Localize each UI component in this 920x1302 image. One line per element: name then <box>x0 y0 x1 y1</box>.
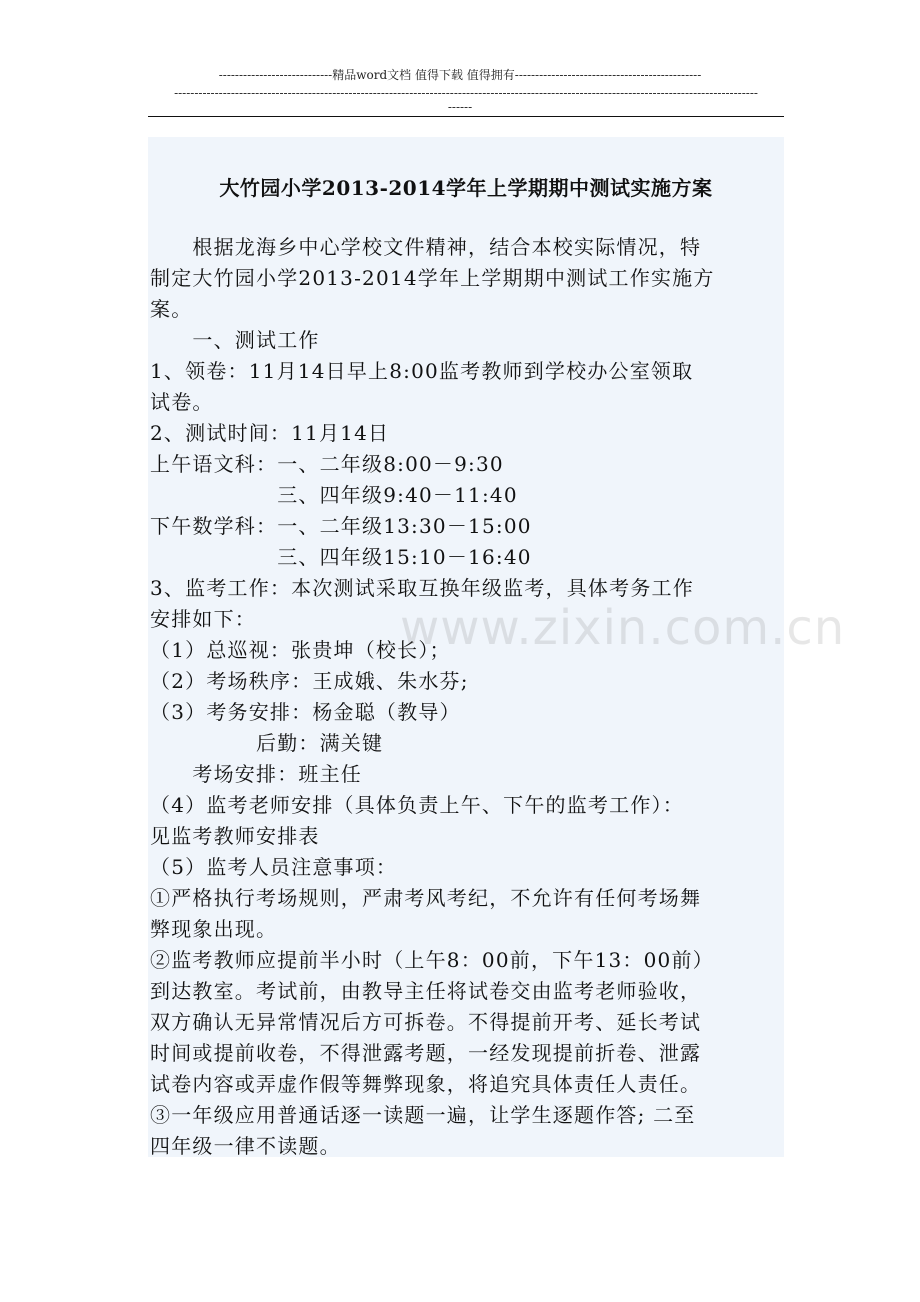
watermark: www.zixin.com.cn <box>400 600 846 656</box>
body-line: 时间或提前收卷，不得泄露考题，一经发现提前折卷、泄露 <box>150 1041 702 1065</box>
body-line: 弊现象出现。 <box>150 917 278 941</box>
header-rule <box>148 116 784 117</box>
body-line: 安排如下： <box>150 607 256 631</box>
body-line: （5）监考人员注意事项： <box>150 855 398 879</box>
body-line: 上午语文科：一、二年级8:00－9:30 <box>150 452 504 476</box>
page-header-top: ----------------------------精品word文档 值得下载 值得拥有---------------------------------------------- <box>218 68 702 82</box>
body-line: 制定大竹园小学2013-2014学年上学期期中测试工作实施方 <box>150 266 715 290</box>
body-line: 3、监考工作：本次测试采取互换年级监考，具体考务工作 <box>150 576 694 600</box>
body-line: （4）监考老师安排（具体负责上午、下午的监考工作）： <box>150 793 684 817</box>
body-line: 案。 <box>150 297 193 321</box>
body-line: 1、领卷：11月14日早上8:00监考教师到学校办公室领取 <box>150 359 694 383</box>
body-line: （1）总巡视：张贵坤（校长）； <box>150 638 451 662</box>
body-line: （2）考场秩序：王成娥、朱水芬; <box>150 669 469 693</box>
body-line: 后勤：满关键 <box>150 731 384 755</box>
body-line: 根据龙海乡中心学校文件精神，结合本校实际情况，特 <box>150 235 702 259</box>
body-line: 试卷内容或弄虚作假等舞弊现象，将追究具体责任人责任。 <box>150 1072 702 1096</box>
body-line: 三、四年级15:10－16:40 <box>150 545 532 569</box>
body-line: 三、四年级9:40－11:40 <box>150 483 518 507</box>
body-line: 2、测试时间：11月14日 <box>150 421 390 445</box>
body-line: 试卷。 <box>150 390 214 414</box>
body-line: 四年级一律不读题。 <box>150 1134 341 1158</box>
body-line: 下午数学科：一、二年级13:30－15:00 <box>150 514 532 538</box>
page-header-dashes-end: ------ <box>447 100 473 114</box>
body-line: 考场安排：班主任 <box>150 762 362 786</box>
body-line: 见监考教师安排表 <box>150 824 320 848</box>
body-line: ①严格执行考场规则，严肃考风考纪，不允许有任何考场舞 <box>150 886 702 910</box>
body-line: 双方确认无异常情况后方可拆卷。不得提前开考、延长考试 <box>150 1010 702 1034</box>
body-line: 一、测试工作 <box>150 328 320 352</box>
page-header-dashes: ------------------------------------------------------------------------------------------------------------------------------------------------ <box>174 86 758 100</box>
body-line: （3）考务安排：杨金聪（教导） <box>150 700 461 724</box>
body-line: ②监考教师应提前半小时（上午8：00前，下午13：00前） <box>150 948 714 972</box>
body-line: 到达教室。考试前，由教导主任将试卷交由监考老师验收， <box>150 979 702 1003</box>
body-line: ③一年级应用普通话逐一读题一遍，让学生逐题作答; 二至 <box>150 1103 696 1127</box>
document-title: 大竹园小学2013-2014学年上学期期中测试实施方案 <box>219 176 713 200</box>
